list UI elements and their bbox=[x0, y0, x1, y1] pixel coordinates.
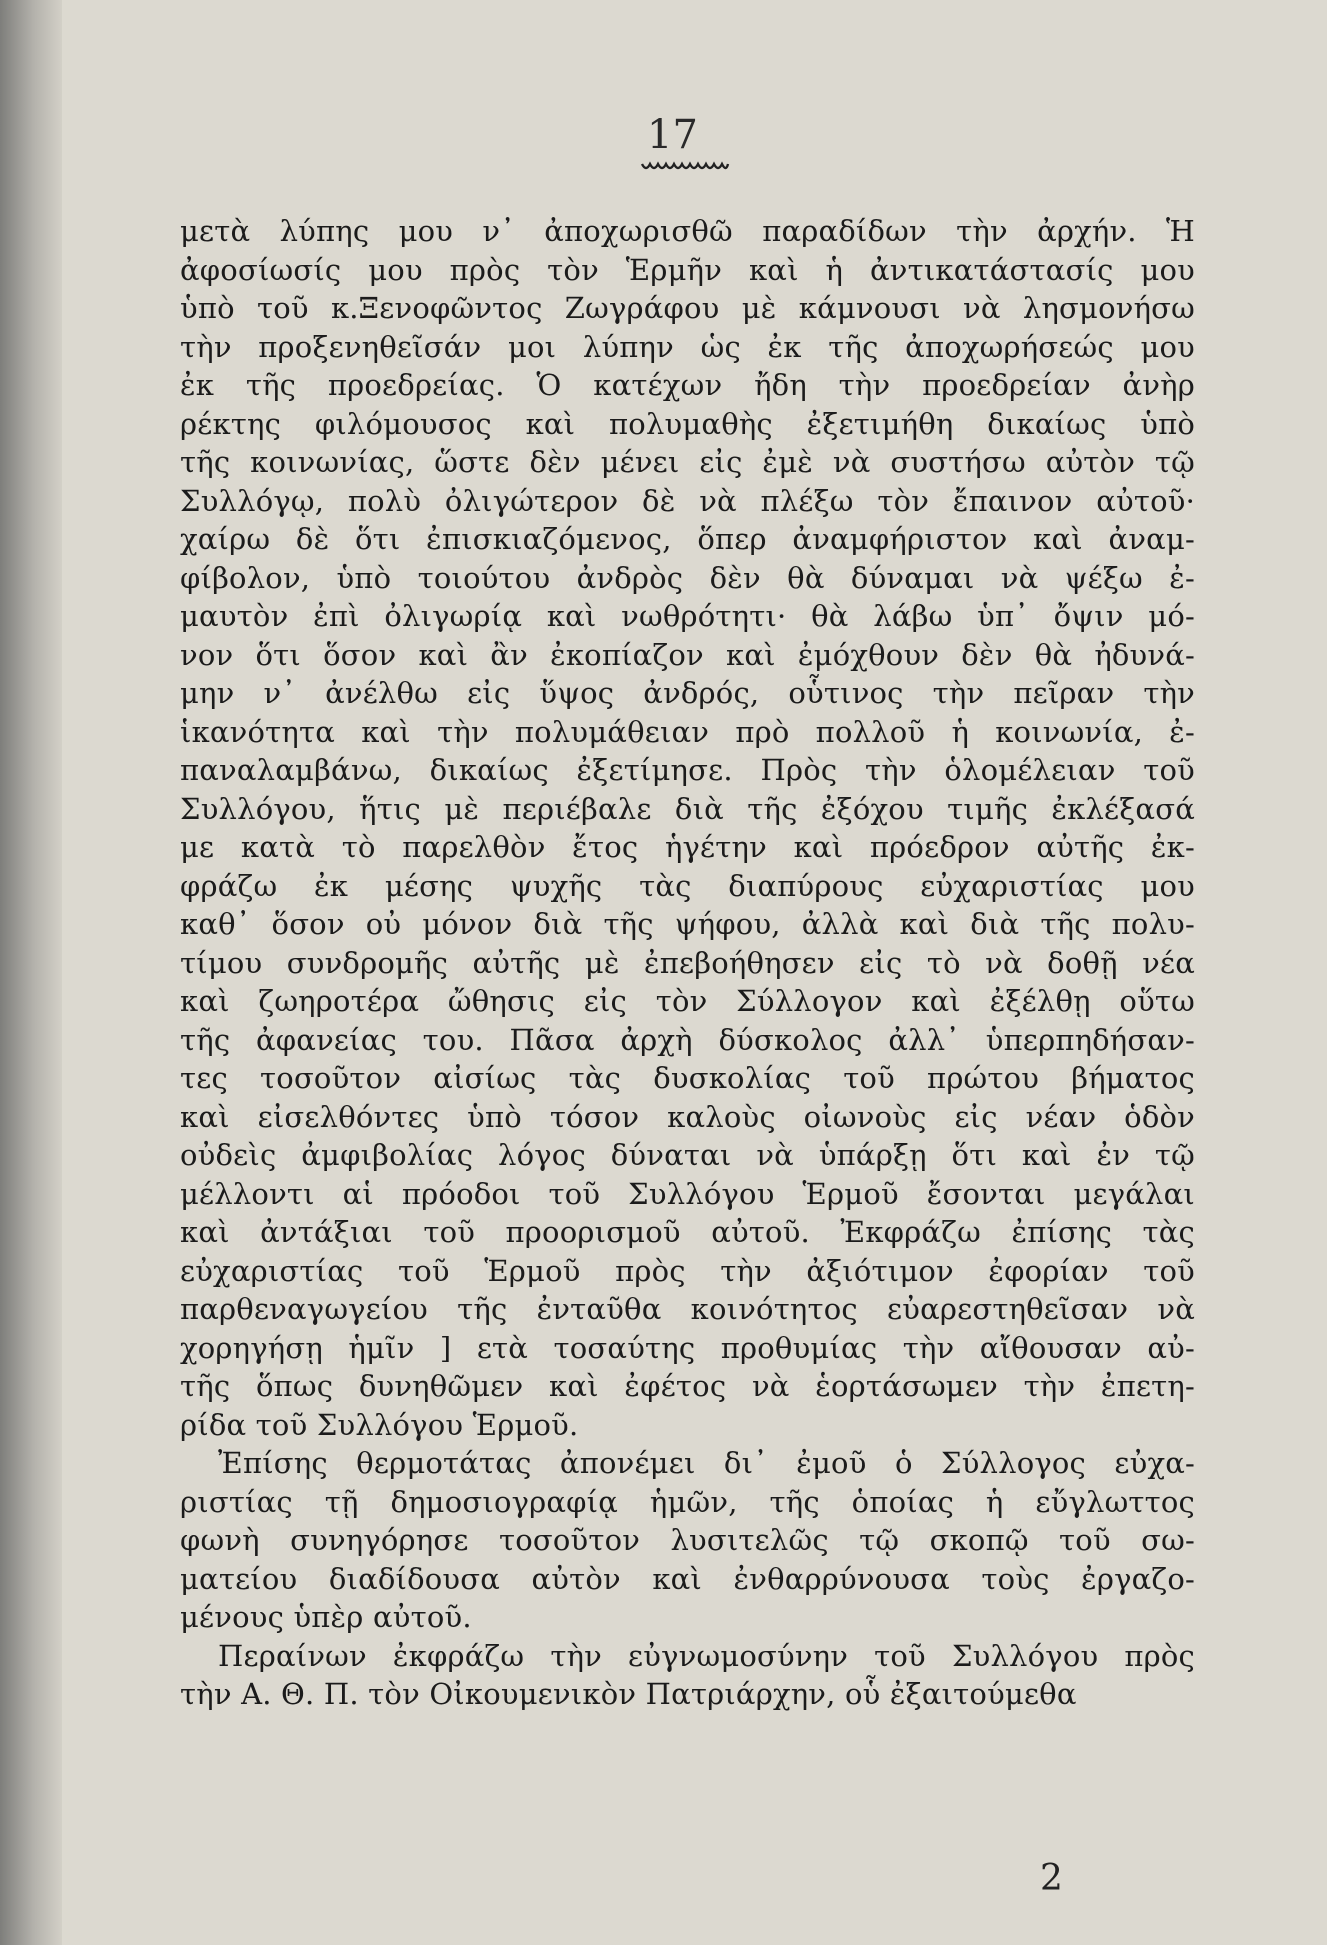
text-line: χαίρω δὲ ὅτι ἐπισκιαζόμενος, ὅπερ ἀναμφήριστον καὶ ἀναμ- bbox=[180, 522, 1195, 556]
text-line: ἀφοσίωσίς μου πρὸς τὸν Ἑρμῆν καὶ ἡ ἀντικατάστασίς μου bbox=[180, 252, 1195, 287]
text-line: εὐχαριστίας τοῦ Ἑρμοῦ πρὸς τὴν ἀξιότιμον ἐφορίαν τοῦ bbox=[180, 1253, 1195, 1288]
text-line: Ἐπίσης θερμοτάτας ἀπονέμει δι᾽ ἐμοῦ ὁ Σύλλογος εὐχα- bbox=[218, 1446, 1195, 1480]
text-line: μέλλοντι αἱ πρόοδοι τοῦ Συλλόγου Ἑρμοῦ ἔσονται μεγάλαι bbox=[180, 1176, 1195, 1211]
text-line: ἐκ τῆς προεδρείας. Ὁ κατέχων ἤδη τὴν προεδρείαν ἀνὴρ bbox=[180, 368, 1195, 402]
text-line: τὴν Α. Θ. Π. τὸν Οἰκουμενικὸν Πατριάρχην, οὗ ἐξαιτούμεθα bbox=[180, 1677, 1077, 1711]
page-number: 17 bbox=[647, 112, 698, 158]
text-line: φίβολον, ὑπὸ τοιούτου ἀνδρὸς δὲν θὰ δύναμαι νὰ ψέξω ἐ- bbox=[180, 560, 1195, 595]
text-line: ριστίας τῇ δημοσιογραφίᾳ ἡμῶν, τῆς ὁποίας ἡ εὔγλωττος bbox=[180, 1484, 1195, 1519]
text-line: τὴν προξενηθεῖσάν μοι λύπην ὡς ἐκ τῆς ἀποχωρήσεώς μου bbox=[180, 329, 1195, 364]
text-line: φράζω ἐκ μέσης ψυχῆς τὰς διαπύρους εὐχαριστίας μου bbox=[180, 868, 1195, 903]
text-line: ὑπὸ τοῦ κ.Ξενοφῶντος Ζωγράφου μὲ κάμνουσι νὰ λησμονήσω bbox=[180, 291, 1195, 325]
body-text bbox=[180, 212, 1195, 1714]
text-line: παρθεναγωγείου τῆς ἐνταῦθα κοινότητος εὐαρεστηθεῖσαν νὰ bbox=[180, 1292, 1195, 1326]
text-line: καὶ ζωηροτέρα ὤθησις εἰς τὸν Σύλλογον καὶ ἐξέλθῃ οὕτω bbox=[180, 984, 1195, 1018]
text-line: ματείου διαδίδουσα αὐτὸν καὶ ἐνθαρρύνουσα τοὺς ἐργαζο- bbox=[180, 1561, 1195, 1596]
text-line: χορηγήσῃ ἡμῖν ] ετὰ τοσαύτης προθυμίας τὴν αἴθουσαν αὐ- bbox=[180, 1330, 1195, 1365]
text-line: μαυτὸν ἐπὶ ὀλιγωρίᾳ καὶ νωθρότητι· θὰ λάβω ὑπ᾽ ὄψιν μό- bbox=[180, 599, 1195, 633]
text-line: με κατὰ τὸ παρελθὸν ἔτος ἡγέτην καὶ πρόεδρον αὐτῆς ἐκ- bbox=[180, 830, 1195, 864]
text-line: μην ν᾽ ἀνέλθω εἰς ὕψος ἀνδρός, οὗτινος τὴν πεῖραν τὴν bbox=[180, 676, 1195, 710]
text-line: μένους ὑπὲρ αὐτοῦ. bbox=[180, 1600, 472, 1634]
book-spine-shadow bbox=[0, 0, 62, 1945]
text-line: οὐδεὶς ἀμφιβολίας λόγος δύναται νὰ ὑπάρξῃ ὅτι καὶ ἐν τῷ bbox=[180, 1138, 1195, 1172]
wavy-ornament bbox=[640, 160, 730, 174]
text-line: παναλαμβάνω, δικαίως ἐξετίμησε. Πρὸς τὴν ὁλομέλειαν τοῦ bbox=[180, 753, 1195, 787]
text-line: Συλλόγῳ, πολὺ ὀλιγώτερον δὲ νὰ πλέξω τὸν ἔπαινον αὐτοῦ· bbox=[180, 483, 1195, 518]
text-line: καθ᾽ ὅσον οὐ μόνον διὰ τῆς ψήφου, ἀλλὰ καὶ διὰ τῆς πολυ- bbox=[180, 907, 1195, 941]
text-line: τίμου συνδρομῆς αὐτῆς μὲ ἐπεβοήθησεν εἰς τὸ νὰ δοθῇ νέα bbox=[180, 945, 1195, 980]
text-line: μετὰ λύπης μου ν᾽ ἀποχωρισθῶ παραδίδων τὴν ἀρχήν. Ἡ bbox=[180, 214, 1195, 248]
text-line: τες τοσοῦτον αἰσίως τὰς δυσκολίας τοῦ πρώτου βήματος bbox=[180, 1061, 1195, 1095]
text-line: τῆς κοινωνίας, ὥστε δὲν μένει εἰς ἐμὲ νὰ συστήσω αὐτὸν τῷ bbox=[180, 445, 1195, 479]
text-line: Περαίνων ἐκφράζω τὴν εὐγνωμοσύνην τοῦ Συλλόγου πρὸς bbox=[218, 1638, 1195, 1673]
printer-signature-mark: 2 bbox=[1040, 1858, 1063, 1899]
text-line: τῆς ὅπως δυνηθῶμεν καὶ ἐφέτος νὰ ἑορτάσωμεν τὴν ἐπετη- bbox=[180, 1369, 1195, 1403]
text-line: Συλλόγου, ἥτις μὲ περιέβαλε διὰ τῆς ἐξόχου τιμῆς ἐκλέξασά bbox=[180, 791, 1195, 826]
text-line: ρέκτης φιλόμουσος καὶ πολυμαθὴς ἐξετιμήθη δικαίως ὑπὸ bbox=[180, 406, 1195, 441]
text-line: ἱκανότητα καὶ τὴν πολυμάθειαν πρὸ πολλοῦ ἡ κοινωνία, ἐ- bbox=[180, 714, 1195, 749]
text-line: τῆς ἀφανείας του. Πᾶσα ἀρχὴ δύσκολος ἀλλ᾽ ὑπερπηδήσαν- bbox=[180, 1022, 1195, 1057]
text-line: νον ὅτι ὅσον καὶ ἂν ἐκοπίαζον καὶ ἐμόχθουν δὲν θὰ ἠδυνά- bbox=[180, 637, 1195, 672]
text-line: ρίδα τοῦ Συλλόγου Ἑρμοῦ. bbox=[180, 1407, 579, 1442]
text-line: φωνὴ συνηγόρησε τοσοῦτον λυσιτελῶς τῷ σκοπῷ τοῦ σω- bbox=[180, 1523, 1195, 1557]
text-line: καὶ ἀντάξιαι τοῦ προορισμοῦ αὐτοῦ. Ἐκφράζω ἐπίσης τὰς bbox=[180, 1215, 1195, 1249]
text-line: καὶ εἰσελθόντες ὑπὸ τόσον καλοὺς οἰωνοὺς εἰς νέαν ὁδὸν bbox=[180, 1099, 1195, 1134]
